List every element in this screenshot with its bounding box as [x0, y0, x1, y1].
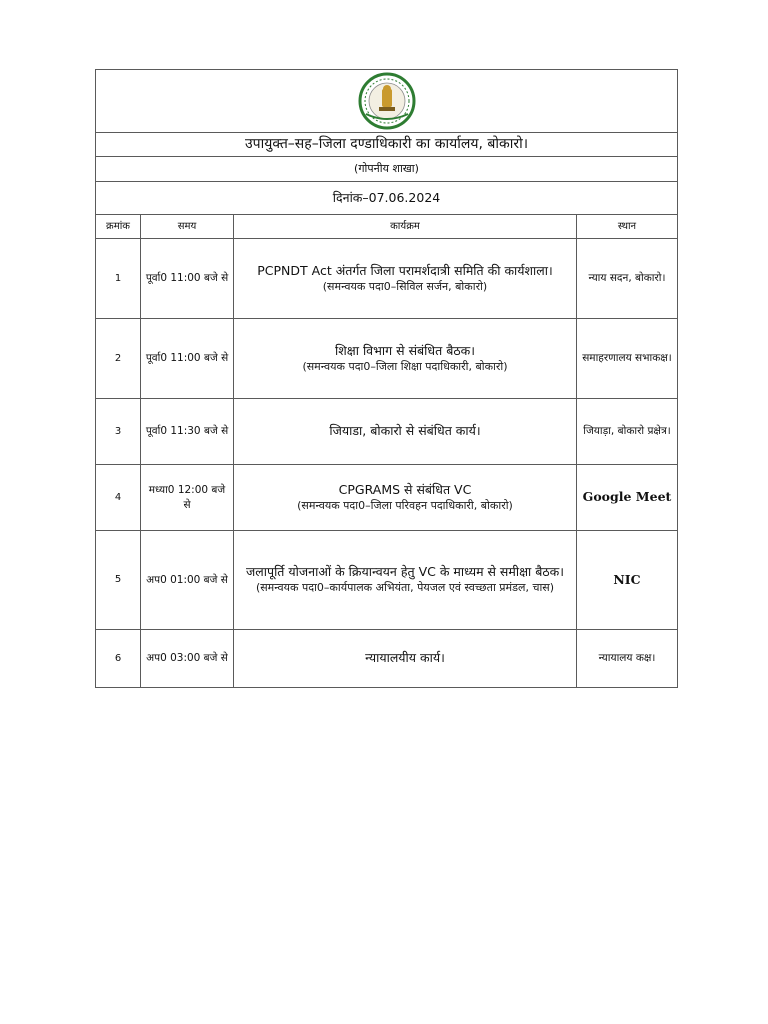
program-cell — [234, 399, 577, 465]
coordinator-note: (समन्वयक पदा0–कार्यपालक अभियंता, पेयजल एवं स्वच्छता प्रमंडल, चास) — [255, 581, 555, 595]
program-cell — [234, 465, 577, 531]
program-title: PCPNDT Act अंतर्गत जिला परामर्शदात्री समिति की कार्यशाला। — [257, 262, 553, 278]
place-cell: समाहरणालय सभाकक्ष। — [577, 319, 678, 399]
column-header-program: कार्यक्रम — [234, 215, 577, 239]
program-cell — [234, 630, 577, 688]
program-title: जियाडा, बोकारो से संबंधित कार्य। — [329, 423, 481, 439]
place-cell: जियाड़ा, बोकारो प्रक्षेत्र। — [577, 399, 678, 465]
column-header-serial: क्रमांक — [96, 215, 141, 239]
table-row — [96, 630, 678, 688]
program-cell — [234, 239, 577, 319]
column-header-place: स्थान — [577, 215, 678, 239]
program-title: शिक्षा विभाग से संबंधित बैठक। — [335, 342, 475, 358]
program-cell — [234, 531, 577, 630]
office-title: उपायुक्त–सह–जिला दण्डाधिकारी का कार्यालय, बोकारो। — [96, 133, 678, 157]
program-cell — [234, 319, 577, 399]
table-row — [96, 465, 678, 531]
serial-cell: 1 — [96, 239, 141, 319]
program-title: CPGRAMS से संबंधित VC — [338, 481, 472, 497]
time-cell: अप0 01:00 बजे से — [141, 531, 234, 630]
time-cell: पूर्वा0 11:00 बजे से — [141, 319, 234, 399]
time-cell: पूर्वा0 11:00 बजे से — [141, 239, 234, 319]
coordinator-note: (समन्वयक पदा0–जिला परिवहन पदाधिकारी, बोकारो) — [297, 498, 513, 512]
time-cell: मध्या0 12:00 बजे से — [141, 465, 234, 531]
time-cell: अप0 03:00 बजे से — [141, 630, 234, 688]
place-cell: Google Meet — [577, 465, 678, 531]
logo-row — [96, 70, 678, 133]
section-label: (गोपनीय शाखा) — [96, 157, 678, 182]
serial-cell: 5 — [96, 531, 141, 630]
column-header-time: समय — [141, 215, 234, 239]
table-row — [96, 531, 678, 630]
government-seal-icon — [356, 72, 418, 130]
serial-cell: 2 — [96, 319, 141, 399]
place-cell: NIC — [577, 531, 678, 630]
place-cell: न्यायालय कक्ष। — [577, 630, 678, 688]
program-title: जलापूर्ति योजनाओं के क्रियान्वयन हेतु VC के माध्यम से समीक्षा बैठक। — [245, 564, 565, 580]
serial-cell: 6 — [96, 630, 141, 688]
serial-cell: 3 — [96, 399, 141, 465]
program-title: न्यायालयीय कार्य। — [365, 650, 445, 666]
table-row — [96, 399, 678, 465]
schedule-table — [95, 69, 678, 688]
table-row — [96, 239, 678, 319]
date-label: दिनांक–07.06.2024 — [96, 182, 678, 215]
serial-cell: 4 — [96, 465, 141, 531]
time-cell: पूर्वा0 11:30 बजे से — [141, 399, 234, 465]
coordinator-note: (समन्वयक पदा0–जिला शिक्षा पदाधिकारी, बोकारो) — [302, 359, 508, 373]
place-cell: न्याय सदन, बोकारो। — [577, 239, 678, 319]
table-row — [96, 319, 678, 399]
coordinator-note: (समन्वयक पदा0–सिविल सर्जन, बोकारो) — [322, 279, 488, 293]
